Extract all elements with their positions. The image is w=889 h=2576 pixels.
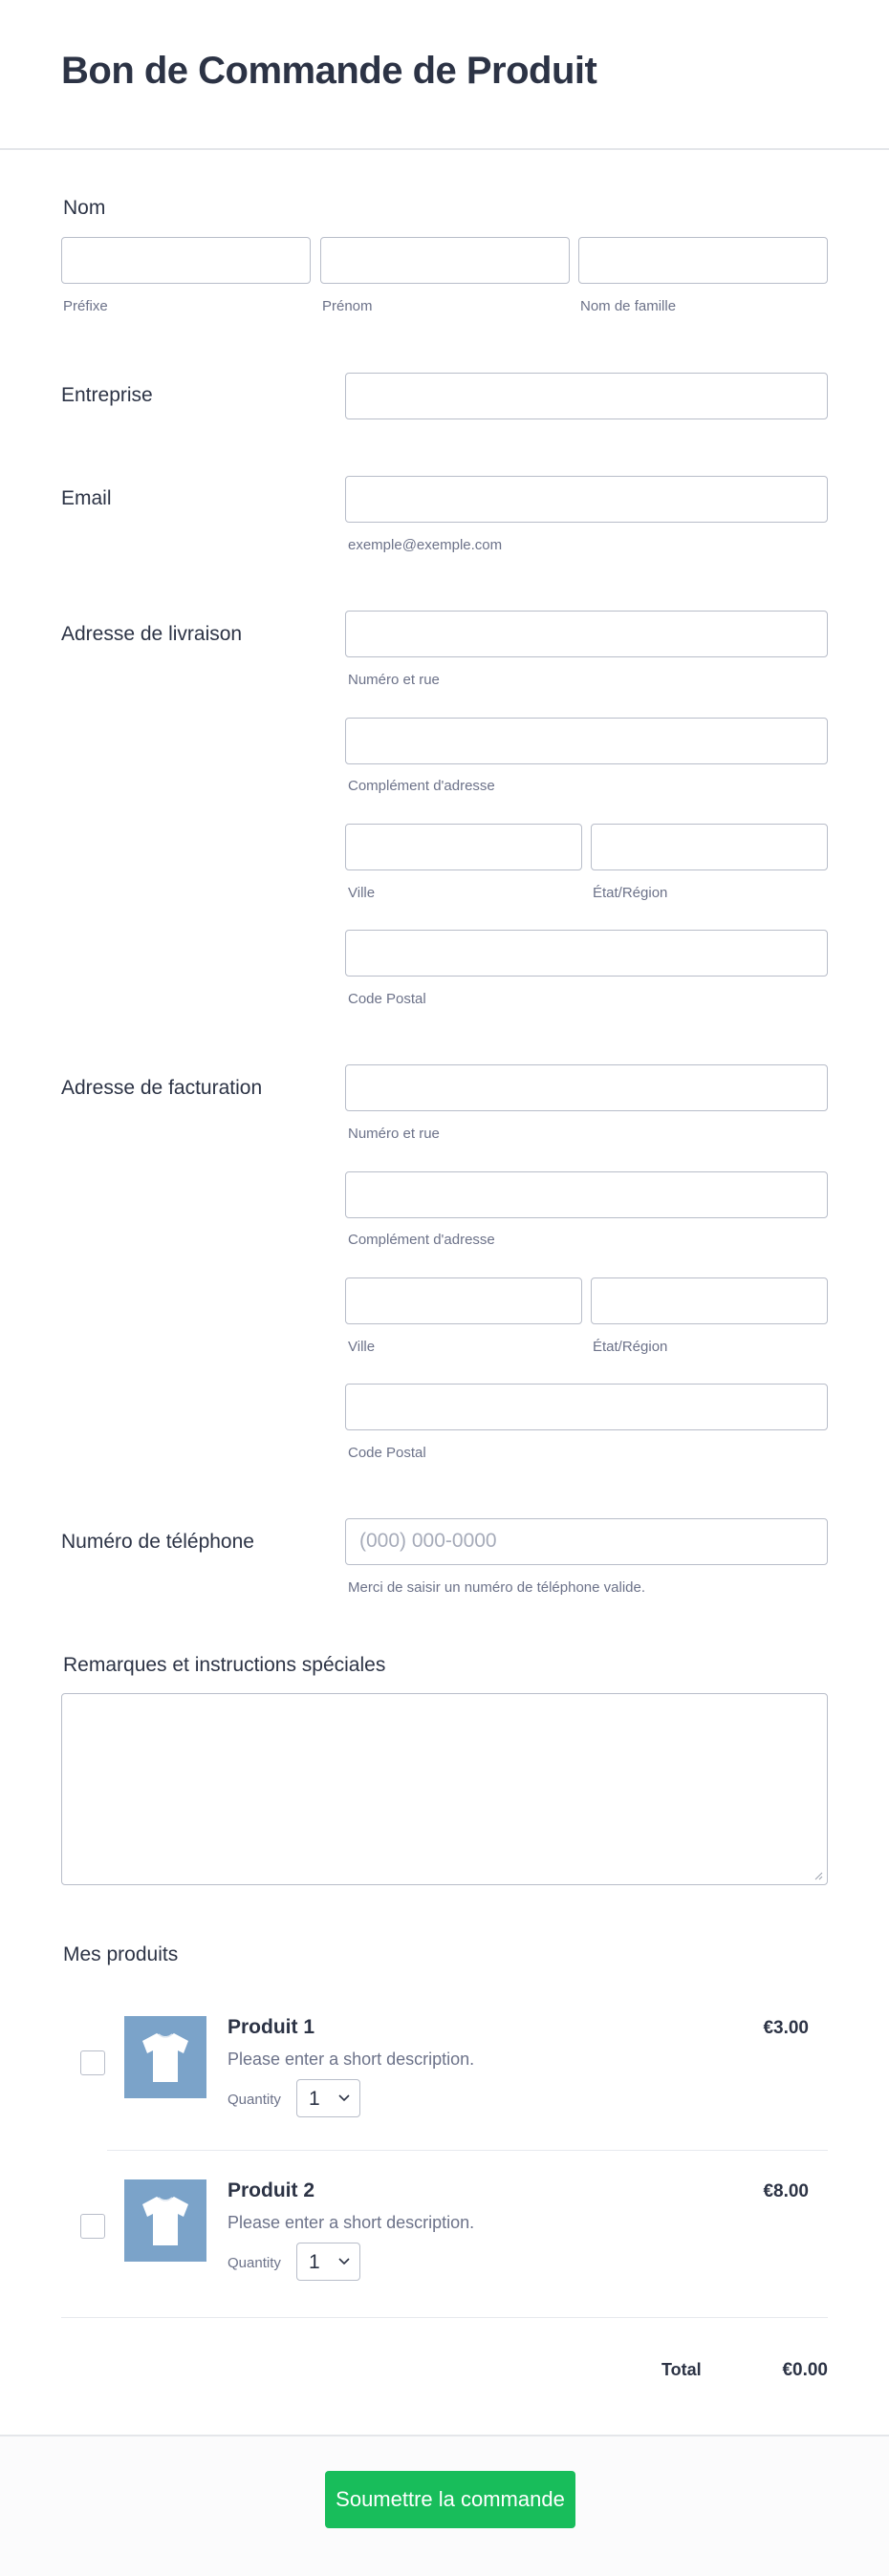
product-divider xyxy=(107,2150,828,2151)
email-sublabel: exemple@exemple.com xyxy=(348,537,503,553)
shipping-street2-sublabel: Complément d'adresse xyxy=(348,778,495,794)
product-1-image xyxy=(124,2016,206,2098)
phone-input[interactable]: (000) 000-0000 xyxy=(345,1518,828,1565)
billing-state-sublabel: État/Région xyxy=(593,1339,668,1355)
chevron-down-icon xyxy=(338,2094,350,2102)
resize-handle-icon[interactable] xyxy=(813,1871,823,1880)
phone-sublabel: Merci de saisir un numéro de téléphone valide. xyxy=(348,1579,646,1596)
first-name-input[interactable] xyxy=(320,237,570,284)
product-2-quantity-label: Quantity xyxy=(228,2255,281,2271)
prefix-input[interactable] xyxy=(61,237,311,284)
total-value: €0.00 xyxy=(782,2360,828,2380)
billing-street-sublabel: Numéro et rue xyxy=(348,1126,440,1142)
notes-textarea[interactable] xyxy=(61,1693,828,1885)
prefix-sublabel: Préfixe xyxy=(63,298,108,314)
billing-zip-input[interactable] xyxy=(345,1384,828,1430)
chevron-down-icon xyxy=(338,2258,350,2265)
shipping-street-sublabel: Numéro et rue xyxy=(348,672,440,688)
product-2-name: Produit 2 xyxy=(228,2179,315,2201)
email-input[interactable] xyxy=(345,476,828,523)
billing-zip-sublabel: Code Postal xyxy=(348,1445,426,1461)
company-label: Entreprise xyxy=(61,384,153,406)
tshirt-icon xyxy=(137,2029,194,2086)
product-item xyxy=(61,2179,828,2304)
first-name-sublabel: Prénom xyxy=(322,298,373,314)
product-item xyxy=(61,2016,828,2140)
last-name-sublabel: Nom de famille xyxy=(580,298,677,314)
company-input[interactable] xyxy=(345,373,828,419)
billing-street2-sublabel: Complément d'adresse xyxy=(348,1232,495,1248)
shipping-zip-sublabel: Code Postal xyxy=(348,991,426,1007)
product-1-quantity-label: Quantity xyxy=(228,2092,281,2108)
phone-label: Numéro de téléphone xyxy=(61,1531,254,1553)
shipping-city-sublabel: Ville xyxy=(348,885,376,901)
product-1-description: Please enter a short description. xyxy=(228,2050,475,2069)
product-1-name: Produit 1 xyxy=(228,2016,315,2038)
tshirt-icon xyxy=(137,2192,194,2249)
shipping-address-label: Adresse de livraison xyxy=(61,623,243,645)
form-header xyxy=(0,0,889,150)
product-1-quantity-select[interactable] xyxy=(296,2079,360,2117)
billing-street-input[interactable] xyxy=(345,1064,828,1111)
page-title: Bon de Commande de Produit xyxy=(61,50,597,92)
billing-city-input[interactable] xyxy=(345,1277,582,1324)
shipping-state-sublabel: État/Région xyxy=(593,885,668,901)
shipping-street2-input[interactable] xyxy=(345,718,828,764)
product-2-image xyxy=(124,2179,206,2262)
shipping-street-input[interactable] xyxy=(345,611,828,657)
product-1-checkbox[interactable] xyxy=(80,2050,105,2075)
product-1-price: €3.00 xyxy=(763,2018,809,2038)
notes-label: Remarques et instructions spéciales xyxy=(63,1654,386,1676)
product-2-checkbox[interactable] xyxy=(80,2214,105,2239)
shipping-zip-input[interactable] xyxy=(345,930,828,977)
name-label: Nom xyxy=(63,197,106,219)
shipping-state-input[interactable] xyxy=(591,824,828,870)
product-2-quantity-select[interactable] xyxy=(296,2243,360,2281)
billing-city-sublabel: Ville xyxy=(348,1339,376,1355)
billing-state-input[interactable] xyxy=(591,1277,828,1324)
submit-button[interactable]: Soumettre la commande xyxy=(325,2471,575,2528)
product-2-price: €8.00 xyxy=(763,2181,809,2201)
billing-address-label: Adresse de facturation xyxy=(61,1077,263,1099)
total-label: Total xyxy=(661,2360,702,2379)
email-label: Email xyxy=(61,487,112,509)
products-label: Mes produits xyxy=(63,1943,179,1965)
shipping-city-input[interactable] xyxy=(345,824,582,870)
billing-street2-input[interactable] xyxy=(345,1171,828,1218)
product-1-quantity-value: 1 xyxy=(309,2088,320,2110)
product-2-quantity-value: 1 xyxy=(309,2251,320,2273)
last-name-input[interactable] xyxy=(578,237,828,284)
product-2-description: Please enter a short description. xyxy=(228,2213,475,2232)
total-divider xyxy=(61,2317,828,2318)
